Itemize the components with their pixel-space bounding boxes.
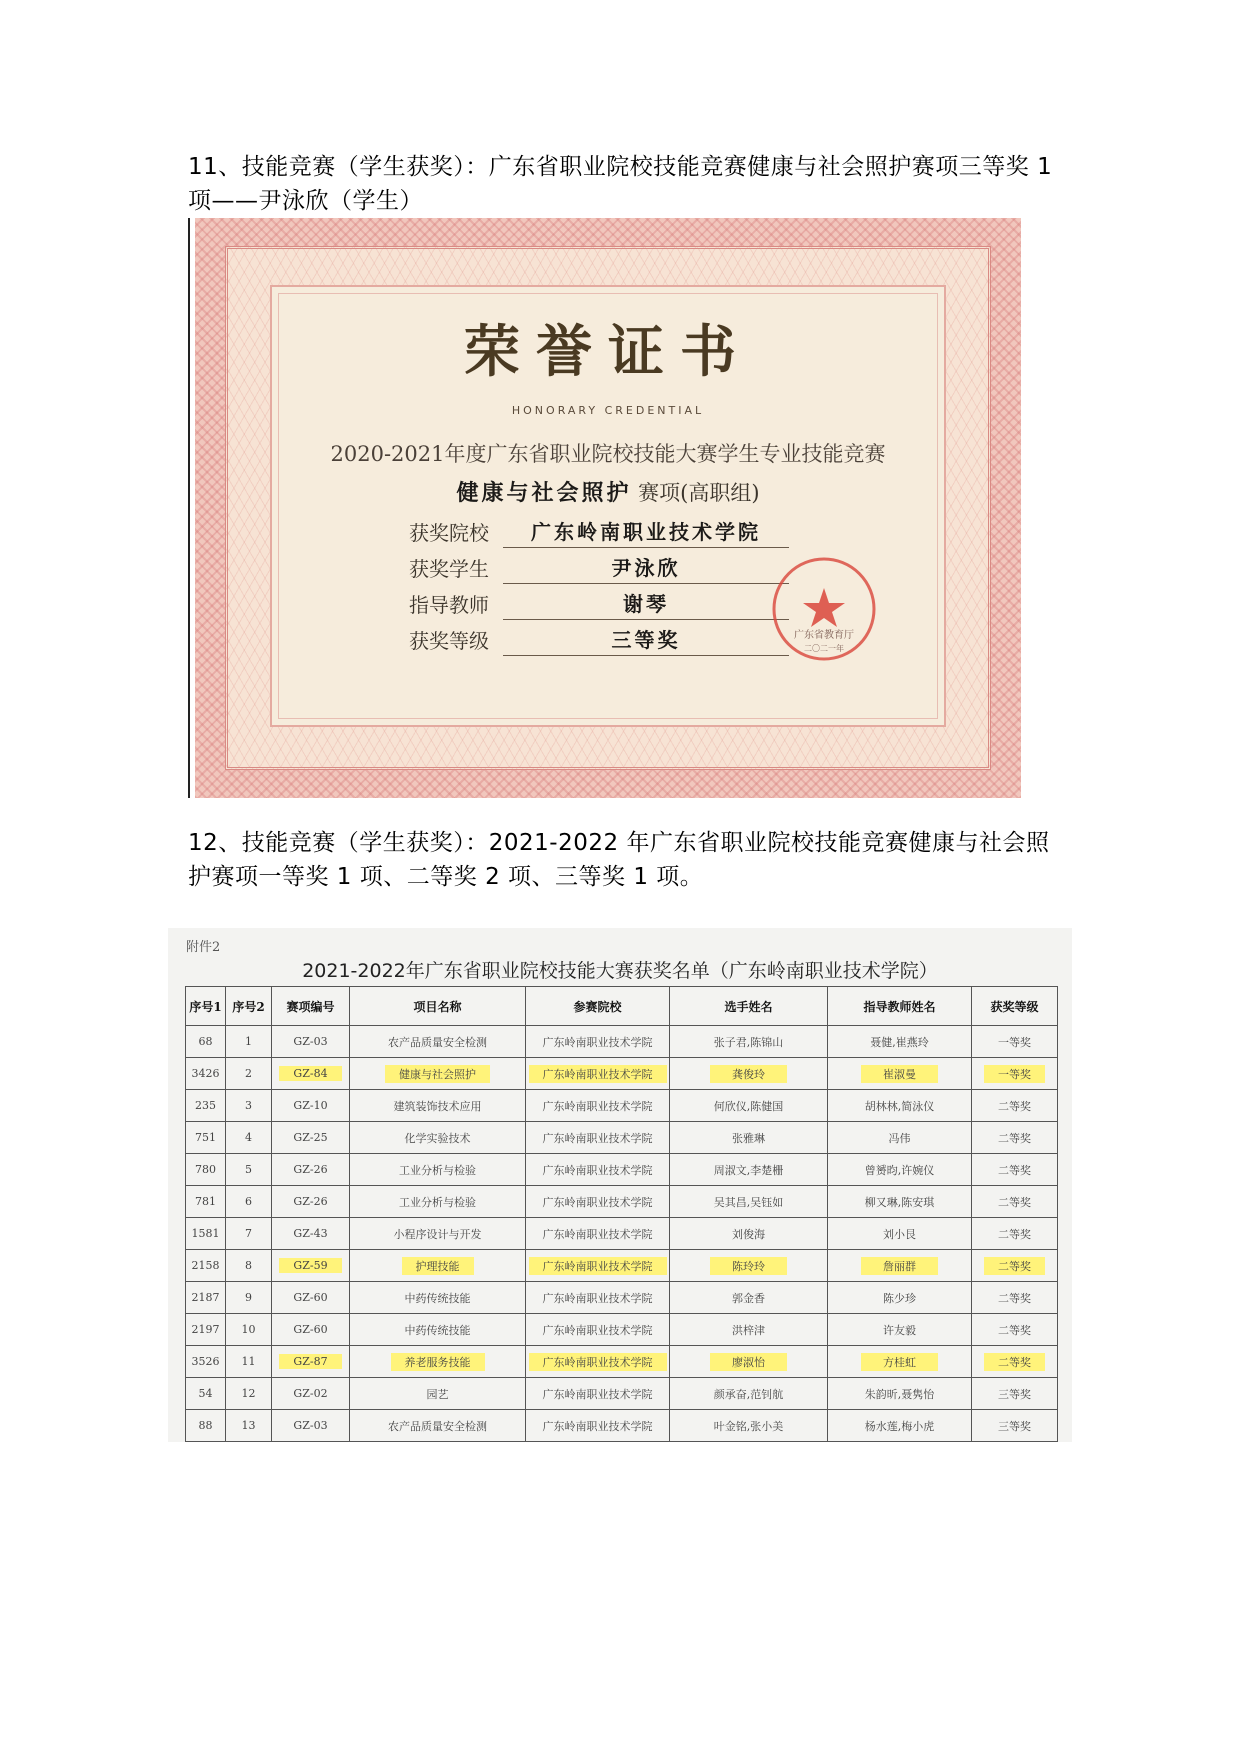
awards-table-image bbox=[168, 928, 1072, 1442]
field-label: 获奖院校 bbox=[409, 521, 489, 545]
certificate-field-level bbox=[409, 624, 789, 656]
seal-org: 广东省教育厅 bbox=[794, 630, 854, 641]
table-cell-school bbox=[526, 1154, 670, 1186]
cell-text: 二等奖 bbox=[998, 1195, 1031, 1209]
table-cell-school bbox=[526, 1026, 670, 1058]
table-cell-code bbox=[272, 1410, 350, 1442]
table-cell-n1 bbox=[186, 1058, 226, 1090]
table-cell-n1 bbox=[186, 1090, 226, 1122]
cell-text: 崔淑曼 bbox=[861, 1065, 938, 1083]
certificate-title: 荣誉证书 bbox=[464, 319, 752, 385]
paragraph-item-11: 11、技能竞赛（学生获奖）：广东省职业院校技能竞赛健康与社会照护赛项三等奖 1 项——尹泳欣（学生） bbox=[188, 154, 1053, 214]
awards-table bbox=[185, 986, 1058, 1442]
cell-text: 农产品质量安全检测 bbox=[388, 1419, 487, 1433]
table-cell-n2 bbox=[226, 1186, 272, 1218]
table-cell-n1 bbox=[186, 1314, 226, 1346]
cell-text: 广东岭南职业技术学院 bbox=[542, 1323, 653, 1337]
cell-text: 235 bbox=[195, 1099, 216, 1112]
official-seal-icon bbox=[769, 554, 879, 664]
table-cell-n2 bbox=[226, 1314, 272, 1346]
header-cell: 赛项编号 bbox=[272, 987, 350, 1026]
cell-text: 780 bbox=[195, 1163, 216, 1176]
cell-text: 11 bbox=[241, 1355, 256, 1368]
cell-text: 751 bbox=[195, 1131, 216, 1144]
cell-text: GZ-26 bbox=[293, 1195, 328, 1208]
table-cell-code bbox=[272, 1282, 350, 1314]
table-cell-teachers bbox=[828, 1186, 972, 1218]
cell-text: 广东岭南职业技术学院 bbox=[542, 1195, 653, 1209]
cell-text: GZ-02 bbox=[293, 1387, 328, 1400]
cell-text: GZ-87 bbox=[279, 1354, 341, 1369]
table-cell-n1 bbox=[186, 1282, 226, 1314]
table-cell-school bbox=[526, 1058, 670, 1090]
cell-text: 2197 bbox=[191, 1323, 220, 1336]
table-cell-school bbox=[526, 1346, 670, 1378]
table-cell-school bbox=[526, 1090, 670, 1122]
cell-text: 5 bbox=[245, 1163, 252, 1176]
table-cell-code bbox=[272, 1122, 350, 1154]
header-cell: 序号2 bbox=[226, 987, 272, 1026]
table-cell-item bbox=[350, 1186, 526, 1218]
cell-text: 洪梓津 bbox=[732, 1323, 765, 1337]
table-cell-school bbox=[526, 1250, 670, 1282]
table-cell-level bbox=[972, 1314, 1058, 1346]
table-cell-level bbox=[972, 1250, 1058, 1282]
table-cell-item bbox=[350, 1154, 526, 1186]
field-value: 三等奖 bbox=[503, 625, 789, 656]
cell-text: 詹丽群 bbox=[861, 1257, 938, 1275]
table-cell-school bbox=[526, 1410, 670, 1442]
certificate-event-suffix: 赛项(高职组) bbox=[638, 481, 760, 505]
table-cell-n1 bbox=[186, 1154, 226, 1186]
table-cell-players bbox=[670, 1314, 828, 1346]
cell-text: 陈少珍 bbox=[883, 1291, 916, 1305]
table-cell-code bbox=[272, 1186, 350, 1218]
certificate-subtitle: HONORARY CREDENTIAL bbox=[511, 404, 705, 417]
cell-text: 工业分析与检验 bbox=[399, 1195, 476, 1209]
cell-text: 6 bbox=[245, 1195, 252, 1208]
table-cell-teachers bbox=[828, 1026, 972, 1058]
cell-text: 周淑文,李楚栅 bbox=[713, 1163, 784, 1177]
table-row bbox=[186, 1218, 1058, 1250]
cell-text: 杨水莲,梅小虎 bbox=[864, 1419, 935, 1433]
table-cell-code bbox=[272, 1314, 350, 1346]
table-cell-item bbox=[350, 1218, 526, 1250]
table-cell-n2 bbox=[226, 1154, 272, 1186]
header-cell: 选手姓名 bbox=[670, 987, 828, 1026]
table-cell-players bbox=[670, 1186, 828, 1218]
cell-text: 广东岭南职业技术学院 bbox=[542, 1291, 653, 1305]
table-cell-teachers bbox=[828, 1090, 972, 1122]
table-cell-level bbox=[972, 1122, 1058, 1154]
cell-text: 10 bbox=[241, 1323, 256, 1336]
header-cell: 获奖等级 bbox=[972, 987, 1058, 1026]
cell-text: GZ-84 bbox=[279, 1066, 341, 1081]
cell-text: 3 bbox=[245, 1099, 252, 1112]
table-cell-teachers bbox=[828, 1250, 972, 1282]
table-row bbox=[186, 1250, 1058, 1282]
table-cell-school bbox=[526, 1314, 670, 1346]
table-cell-players bbox=[670, 1026, 828, 1058]
cell-text: 9 bbox=[245, 1291, 252, 1304]
cell-text: 三等奖 bbox=[998, 1387, 1031, 1401]
table-cell-players bbox=[670, 1218, 828, 1250]
cell-text: 一等奖 bbox=[984, 1065, 1045, 1083]
table-cell-item bbox=[350, 1410, 526, 1442]
table-header-row bbox=[186, 987, 1058, 1026]
cell-text: 2187 bbox=[191, 1291, 220, 1304]
table-cell-code bbox=[272, 1218, 350, 1250]
table-cell-level bbox=[972, 1282, 1058, 1314]
table-cell-teachers bbox=[828, 1314, 972, 1346]
table-row bbox=[186, 1378, 1058, 1410]
cell-text: 三等奖 bbox=[998, 1419, 1031, 1433]
cell-text: GZ-03 bbox=[293, 1419, 328, 1432]
cell-text: 廖淑怡 bbox=[710, 1353, 787, 1371]
header-cell: 指导教师姓名 bbox=[828, 987, 972, 1026]
certificate-event-line bbox=[195, 476, 1021, 507]
cell-text: 聂健,崔燕玲 bbox=[870, 1035, 929, 1049]
cell-text: 二等奖 bbox=[984, 1257, 1045, 1275]
cell-text: 广东岭南职业技术学院 bbox=[542, 1419, 653, 1433]
table-cell-teachers bbox=[828, 1346, 972, 1378]
table-cell-n2 bbox=[226, 1250, 272, 1282]
table-row bbox=[186, 1154, 1058, 1186]
cell-text: 1581 bbox=[191, 1227, 220, 1240]
seal-date: 二〇二一年 bbox=[804, 644, 844, 653]
table-cell-n2 bbox=[226, 1058, 272, 1090]
table-cell-n2 bbox=[226, 1122, 272, 1154]
cell-text: 健康与社会照护 bbox=[385, 1065, 490, 1083]
table-cell-n2 bbox=[226, 1090, 272, 1122]
cell-text: 广东岭南职业技术学院 bbox=[542, 1099, 653, 1113]
cell-text: 冯伟 bbox=[888, 1131, 911, 1145]
table-cell-teachers bbox=[828, 1410, 972, 1442]
table-cell-teachers bbox=[828, 1122, 972, 1154]
cell-text: 张子君,陈锦山 bbox=[713, 1035, 784, 1049]
cell-text: 农产品质量安全检测 bbox=[388, 1035, 487, 1049]
table-row bbox=[186, 1346, 1058, 1378]
table-row bbox=[186, 1058, 1058, 1090]
cell-text: 2158 bbox=[191, 1259, 220, 1272]
certificate-event-name: 健康与社会照护 bbox=[456, 480, 632, 506]
cell-text: 化学实验技术 bbox=[404, 1131, 471, 1145]
cell-text: 1 bbox=[245, 1035, 252, 1048]
table-cell-item bbox=[350, 1314, 526, 1346]
cell-text: 广东岭南职业技术学院 bbox=[542, 1163, 653, 1177]
cell-text: GZ-03 bbox=[293, 1035, 328, 1048]
cell-text: 养老服务技能 bbox=[391, 1353, 485, 1371]
table-cell-level bbox=[972, 1186, 1058, 1218]
cell-text: GZ-60 bbox=[293, 1323, 328, 1336]
field-value: 谢琴 bbox=[503, 589, 789, 620]
cell-text: 郭金香 bbox=[732, 1291, 765, 1305]
cell-text: 2 bbox=[245, 1067, 252, 1080]
table-cell-level bbox=[972, 1410, 1058, 1442]
cell-text: GZ-25 bbox=[293, 1131, 328, 1144]
table-row bbox=[186, 1314, 1058, 1346]
cell-text: 吴其昌,吴钰如 bbox=[713, 1195, 784, 1209]
table-row bbox=[186, 1186, 1058, 1218]
table-cell-level bbox=[972, 1378, 1058, 1410]
table-cell-teachers bbox=[828, 1378, 972, 1410]
cell-text: 方桂虹 bbox=[861, 1353, 938, 1371]
cell-text: 园艺 bbox=[426, 1387, 449, 1401]
field-label: 获奖等级 bbox=[409, 629, 489, 653]
table-cell-code bbox=[272, 1090, 350, 1122]
table-cell-code bbox=[272, 1154, 350, 1186]
cell-text: GZ-59 bbox=[279, 1258, 341, 1273]
cell-text: 何欣仪,陈健国 bbox=[713, 1099, 784, 1113]
table-cell-item bbox=[350, 1250, 526, 1282]
table-cell-school bbox=[526, 1218, 670, 1250]
cell-text: 4 bbox=[245, 1131, 252, 1144]
certificate-border bbox=[195, 218, 1021, 798]
cell-text: 广东岭南职业技术学院 bbox=[529, 1353, 667, 1371]
table-cell-school bbox=[526, 1122, 670, 1154]
table-cell-teachers bbox=[828, 1058, 972, 1090]
table-row bbox=[186, 1090, 1058, 1122]
table-cell-players bbox=[670, 1250, 828, 1282]
table-cell-code bbox=[272, 1250, 350, 1282]
cell-text: 13 bbox=[241, 1419, 256, 1432]
cell-text: 护理技能 bbox=[402, 1257, 474, 1275]
table-row bbox=[186, 1410, 1058, 1442]
cell-text: 3526 bbox=[191, 1355, 220, 1368]
cell-text: 781 bbox=[195, 1195, 216, 1208]
table-cell-n2 bbox=[226, 1282, 272, 1314]
table-cell-players bbox=[670, 1346, 828, 1378]
cell-text: 颜承奋,范钊航 bbox=[713, 1387, 784, 1401]
table-cell-item bbox=[350, 1346, 526, 1378]
table-cell-players bbox=[670, 1122, 828, 1154]
table-cell-school bbox=[526, 1186, 670, 1218]
cell-text: 工业分析与检验 bbox=[399, 1163, 476, 1177]
table-row bbox=[186, 1122, 1058, 1154]
cell-text: 刘小艮 bbox=[883, 1227, 916, 1241]
cell-text: 一等奖 bbox=[998, 1035, 1031, 1049]
cell-text: 中药传统技能 bbox=[404, 1291, 471, 1305]
certificate-image bbox=[188, 218, 1022, 798]
cell-text: GZ-43 bbox=[293, 1227, 328, 1240]
cell-text: 二等奖 bbox=[998, 1323, 1031, 1337]
table-cell-item bbox=[350, 1090, 526, 1122]
cell-text: 3426 bbox=[191, 1067, 220, 1080]
header-cell: 序号1 bbox=[186, 987, 226, 1026]
cell-text: 88 bbox=[198, 1419, 213, 1432]
table-cell-level bbox=[972, 1026, 1058, 1058]
table-cell-level bbox=[972, 1090, 1058, 1122]
cell-text: 广东岭南职业技术学院 bbox=[529, 1065, 667, 1083]
cell-text: 7 bbox=[245, 1227, 252, 1240]
table-cell-n2 bbox=[226, 1218, 272, 1250]
table-cell-players bbox=[670, 1154, 828, 1186]
cell-text: 二等奖 bbox=[998, 1099, 1031, 1113]
table-cell-players bbox=[670, 1410, 828, 1442]
table-cell-n1 bbox=[186, 1410, 226, 1442]
table-cell-n1 bbox=[186, 1250, 226, 1282]
cell-text: 54 bbox=[198, 1387, 213, 1400]
field-value: 尹泳欣 bbox=[503, 553, 789, 584]
cell-text: 柳又琳,陈安琪 bbox=[864, 1195, 935, 1209]
header-cell: 项目名称 bbox=[350, 987, 526, 1026]
table-cell-n1 bbox=[186, 1186, 226, 1218]
table-cell-n1 bbox=[186, 1122, 226, 1154]
table-cell-n1 bbox=[186, 1218, 226, 1250]
table-cell-code bbox=[272, 1346, 350, 1378]
table-cell-school bbox=[526, 1282, 670, 1314]
table-cell-n2 bbox=[226, 1346, 272, 1378]
cell-text: 陈玲玲 bbox=[710, 1257, 787, 1275]
table-cell-school bbox=[526, 1378, 670, 1410]
table-cell-level bbox=[972, 1346, 1058, 1378]
table-cell-level bbox=[972, 1058, 1058, 1090]
cell-text: 二等奖 bbox=[998, 1227, 1031, 1241]
cell-text: 许友毅 bbox=[883, 1323, 916, 1337]
field-label: 获奖学生 bbox=[409, 557, 489, 581]
table-title: 2021-2022年广东省职业院校技能大赛获奖名单（广东岭南职业技术学院） bbox=[302, 960, 938, 982]
cell-text: 广东岭南职业技术学院 bbox=[542, 1387, 653, 1401]
table-cell-n1 bbox=[186, 1378, 226, 1410]
table-row bbox=[186, 1282, 1058, 1314]
table-cell-n1 bbox=[186, 1346, 226, 1378]
certificate-competition-line: 2020-2021年度广东省职业院校技能大赛学生专业技能竞赛 bbox=[330, 442, 886, 466]
table-cell-teachers bbox=[828, 1282, 972, 1314]
cell-text: 龚俊玲 bbox=[710, 1065, 787, 1083]
cell-text: GZ-60 bbox=[293, 1291, 328, 1304]
certificate-field-teacher bbox=[409, 588, 789, 620]
cell-text: 二等奖 bbox=[998, 1163, 1031, 1177]
table-cell-level bbox=[972, 1154, 1058, 1186]
cell-text: GZ-10 bbox=[293, 1099, 328, 1112]
table-cell-players bbox=[670, 1090, 828, 1122]
cell-text: 12 bbox=[241, 1387, 256, 1400]
table-cell-n1 bbox=[186, 1026, 226, 1058]
cell-text: 广东岭南职业技术学院 bbox=[542, 1131, 653, 1145]
cell-text: 朱韵昕,聂隽怡 bbox=[864, 1387, 935, 1401]
certificate-field-student bbox=[409, 552, 789, 584]
table-cell-teachers bbox=[828, 1154, 972, 1186]
table-cell-code bbox=[272, 1378, 350, 1410]
header-cell: 参赛院校 bbox=[526, 987, 670, 1026]
table-row bbox=[186, 1026, 1058, 1058]
table-cell-players bbox=[670, 1058, 828, 1090]
cell-text: 张雅琳 bbox=[732, 1131, 765, 1145]
field-value: 广东岭南职业技术学院 bbox=[503, 517, 789, 548]
cell-text: 广东岭南职业技术学院 bbox=[542, 1035, 653, 1049]
table-cell-code bbox=[272, 1058, 350, 1090]
cell-text: 叶金铭,张小美 bbox=[713, 1419, 784, 1433]
cell-text: 二等奖 bbox=[998, 1131, 1031, 1145]
table-cell-level bbox=[972, 1218, 1058, 1250]
cell-text: 广东岭南职业技术学院 bbox=[542, 1227, 653, 1241]
table-cell-n2 bbox=[226, 1378, 272, 1410]
table-cell-item bbox=[350, 1122, 526, 1154]
attachment-label: 附件2 bbox=[186, 940, 221, 955]
table-cell-players bbox=[670, 1378, 828, 1410]
table-cell-code bbox=[272, 1026, 350, 1058]
table-cell-item bbox=[350, 1282, 526, 1314]
table-cell-n2 bbox=[226, 1410, 272, 1442]
paragraph-item-12: 12、技能竞赛（学生获奖）：2021-2022 年广东省职业院校技能竞赛健康与社会照护赛项一等奖 1 项、二等奖 2 项、三等奖 1 项。 bbox=[188, 830, 1050, 890]
cell-text: 8 bbox=[245, 1259, 252, 1272]
cell-text: GZ-26 bbox=[293, 1163, 328, 1176]
table-cell-item bbox=[350, 1058, 526, 1090]
cell-text: 小程序设计与开发 bbox=[393, 1227, 482, 1241]
table-cell-item bbox=[350, 1026, 526, 1058]
field-label: 指导教师 bbox=[409, 593, 489, 617]
certificate-field-school bbox=[409, 516, 789, 548]
table-cell-n2 bbox=[226, 1026, 272, 1058]
cell-text: 曾赟昀,许婉仪 bbox=[864, 1163, 935, 1177]
table-cell-players bbox=[670, 1282, 828, 1314]
cell-text: 二等奖 bbox=[984, 1353, 1045, 1371]
cell-text: 二等奖 bbox=[998, 1291, 1031, 1305]
table-cell-item bbox=[350, 1378, 526, 1410]
cell-text: 中药传统技能 bbox=[404, 1323, 471, 1337]
cell-text: 刘俊海 bbox=[732, 1227, 765, 1241]
table-cell-teachers bbox=[828, 1218, 972, 1250]
cell-text: 建筑装饰技术应用 bbox=[393, 1099, 482, 1113]
cell-text: 68 bbox=[198, 1035, 213, 1048]
cell-text: 胡林林,简泳仪 bbox=[864, 1099, 935, 1113]
cell-text: 广东岭南职业技术学院 bbox=[529, 1257, 667, 1275]
